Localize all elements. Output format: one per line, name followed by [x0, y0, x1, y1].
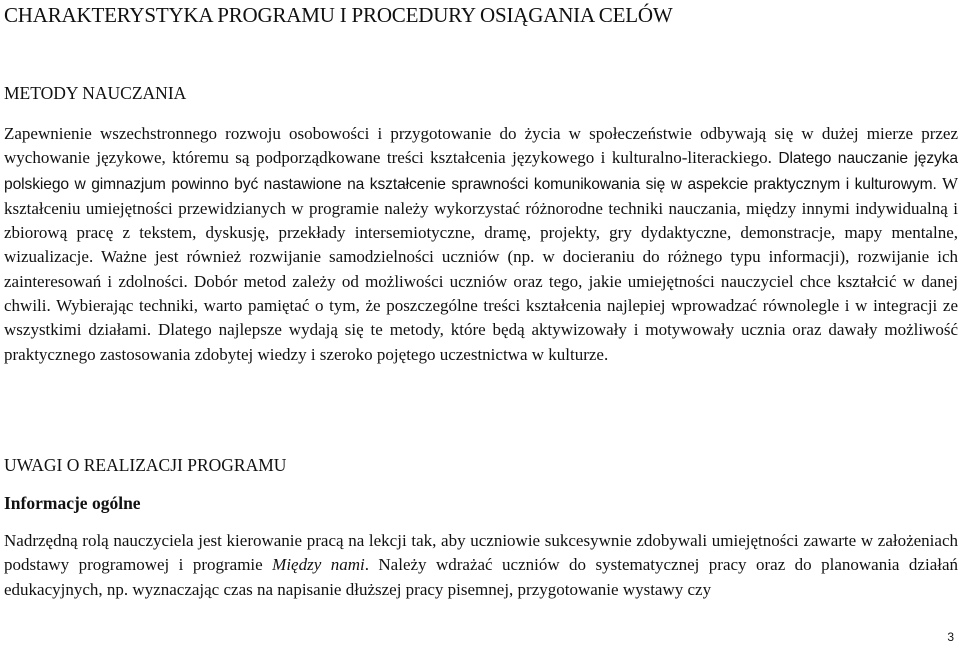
program-title-italic: Między nami — [272, 555, 365, 575]
paragraph-methods-sentence-3: W kształceniu umiejętności przewidzianych w programie należy wykorzystać różnorodne techniki nauczania, między innymi indywidualną i zbiorową pracę z tekstem, dyskusję, przekłady intersemiotyczne, dramę, projekty, gry dydaktyczne, demonstracje, mapy mentalne, wizualizacje. — [4, 173, 958, 267]
paragraph-general-info-part-2: . Należy wdrażać uczniów do systematycznej pracy oraz do planowania działań edukacyjnych, np. wyznaczając czas na napisanie dłuższej pracy pisemnej, przygotowanie wystawy czy — [4, 555, 959, 599]
paragraph-methods-sentence-5: Dobór metod zależy od możliwości uczniów oraz tego, jakie umiejętności nauczyciel chce kształcić w danej chwili. Wybierając techniki, warto pamiętać o tym, że poszczególne treści kształcenia najlepiej wprowadzać równolegle i w integracji ze wszystkimi działami. Dlatego najlepsze wydają się te metody, które będą aktywizowały i motywowały ucznia oraz dawały możliwość praktycznego zastosowania zdobytej wiedzy i szeroko pojętego uczestnictwa w kulturze. — [4, 271, 959, 364]
page-number: 3 — [947, 630, 954, 644]
section-heading-methods: METODY NAUCZANIA — [4, 83, 187, 103]
paragraph-methods — [4, 122, 958, 367]
paragraph-methods-sentence-4: Ważne jest również rozwijanie samodzielności uczniów (np. w docieraniu do różnego typu informacji), rozwijanie ich zainteresowań i zdolności. — [4, 247, 958, 291]
paragraph-general-info — [4, 529, 958, 602]
paragraph-methods-sentence-2: Dlatego nauczanie języka polskiego w gimnazjum powinno być nastawione na kształcenie sprawności komunikowania się w aspekcie praktycznym i kulturowym. — [4, 150, 958, 193]
paragraph-general-info-part-1: Nadrzędną rolą nauczyciela jest kierowanie pracą na lekcji tak, aby uczniowie sukcesywnie zdobywali umiejętności zawarte w założeniach podstawy programowej i programie — [4, 531, 958, 575]
subheading-general-info: Informacje ogólne — [4, 493, 141, 513]
section-heading-notes: UWAGI O REALIZACJI PROGRAMU — [4, 455, 287, 475]
document-title: CHARAKTERYSTYKA PROGRAMU I PROCEDURY OSIĄGANIA CELÓW — [4, 3, 673, 27]
paragraph-methods-sentence-1: Zapewnienie wszechstronnego rozwoju osobowości i przygotowanie do życia w społeczeństwie odbywają się w dużej mierze przez wychowanie językowe, któremu są podporządkowane treści kształcenia językowego i kulturalno-literackiego. — [4, 124, 958, 168]
